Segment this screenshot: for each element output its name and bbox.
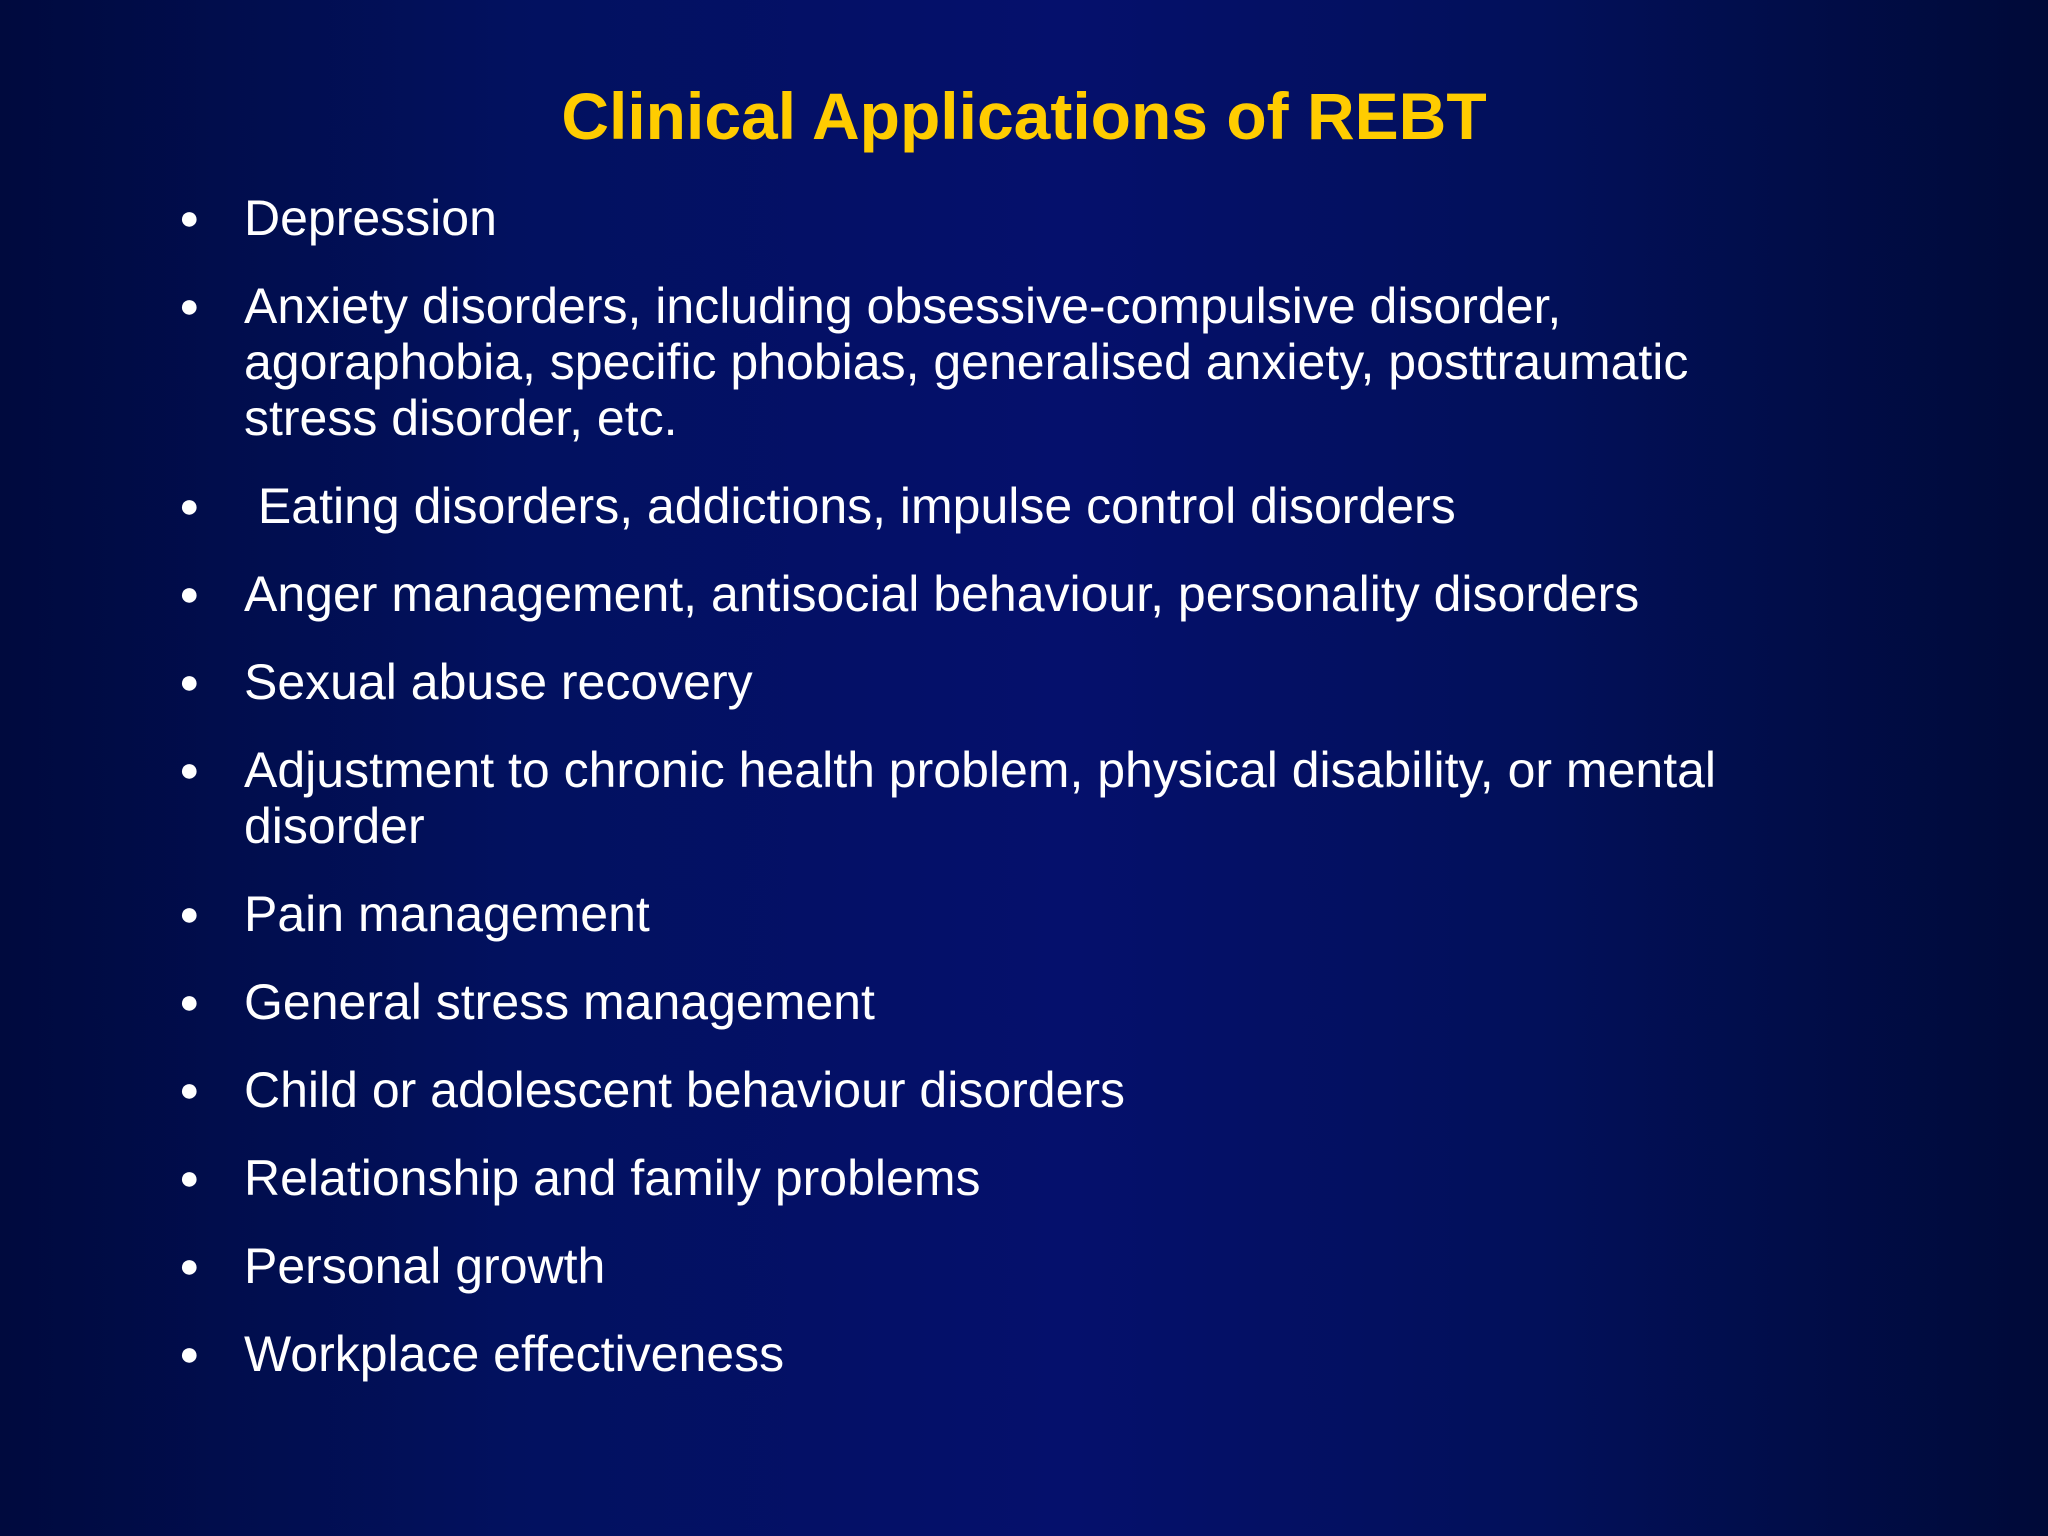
list-item [175,278,1825,446]
list-item-text: Anxiety disorders, including obsessive-compulsive disorder, agoraphobia, specific phobias, generalised anxiety, posttraumatic stress disorder, etc. [244,278,1703,446]
list-item [175,654,1825,710]
list-item [175,1062,1825,1118]
list-item-text: Pain management [244,886,650,942]
bullet-icon: ● [179,895,200,933]
slide-title: Clinical Applications of REBT [561,79,1487,153]
list-item-text: Workplace effectiveness [244,1326,785,1382]
list-item-text: Personal growth [244,1238,606,1294]
list-item-text: Depression [244,190,497,246]
list-item [175,974,1825,1030]
bullet-icon: ● [179,287,200,325]
bullet-icon: ● [179,983,200,1021]
bullet-icon: ● [179,199,200,237]
list-item [175,1238,1825,1294]
list-item-text: Adjustment to chronic health problem, physical disability, or mental disorder [244,742,1730,854]
bullet-icon: ● [179,751,200,789]
list-item [175,742,1825,854]
list-item-text: Anger management, antisocial behaviour, personality disorders [244,566,1640,622]
list-item-text: Sexual abuse recovery [244,654,753,710]
list-item [175,478,1825,534]
bullet-icon: ● [179,1335,200,1373]
bullet-icon: ● [179,663,200,701]
list-item [175,1326,1825,1382]
list-item-text: Eating disorders, addictions, impulse control disorders [244,478,1456,534]
list-item [175,566,1825,622]
bullet-icon: ● [179,1247,200,1285]
list-item-text: General stress management [244,974,875,1030]
bullet-icon: ● [179,575,200,613]
bullet-list [175,190,1825,1414]
list-item [175,190,1825,246]
list-item [175,1150,1825,1206]
bullet-icon: ● [179,1071,200,1109]
list-item [175,886,1825,942]
list-item-text: Relationship and family problems [244,1150,981,1206]
bullet-icon: ● [179,487,200,525]
bullet-icon: ● [179,1159,200,1197]
list-item-text: Child or adolescent behaviour disorders [244,1062,1126,1118]
